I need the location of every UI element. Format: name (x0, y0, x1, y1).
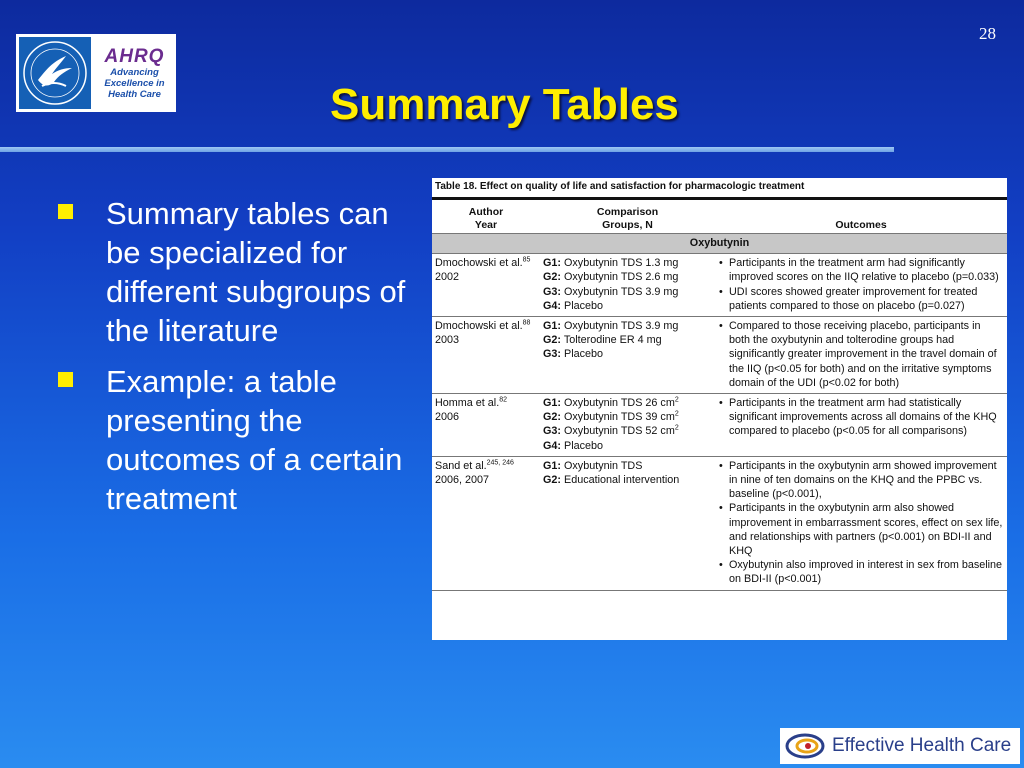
author-name: Sand et al. (435, 459, 487, 472)
group-label: G2: (543, 411, 561, 424)
group-text: Oxybutynin TDS (564, 459, 643, 472)
author-year-cell (432, 394, 540, 457)
group-text: Oxybutynin TDS 1.3 mg (564, 257, 679, 270)
evidence-table-figure (432, 178, 1007, 640)
group-line (543, 347, 712, 361)
group-label: G3: (543, 348, 561, 361)
group-label: Oxybutynin (432, 234, 1007, 254)
table-header-row (432, 200, 1007, 234)
ahrq-tagline-3: Health Care (108, 88, 161, 100)
outcome-item: • UDI scores showed greater improvement for treated patients compared to those on placebo (p=0.027) (718, 285, 1004, 313)
group-text: Oxybutynin TDS 2.6 mg (564, 271, 679, 284)
group-superscript: 2 (674, 410, 679, 418)
group-label: G2: (543, 334, 561, 347)
author-year-cell (432, 254, 540, 317)
group-line (543, 459, 712, 473)
group-label: G2: (543, 474, 561, 487)
comparison-groups-cell (540, 456, 715, 590)
group-line (543, 396, 712, 410)
group-label: G1: (543, 257, 561, 270)
header-author: Author Year (432, 200, 540, 234)
group-text: Oxybutynin TDS 39 cm (564, 411, 675, 424)
group-line (543, 270, 712, 284)
reference-number: 245, 246 (486, 459, 514, 467)
outcome-item: • Compared to those receiving placebo, participants in both the oxybutynin and tolterodine groups had significantly greater improvement in the travel domain of the IIQ (p<0.05 for both) and on the irritative symptoms domain of the UDI (p<0.02 for both) (718, 319, 1004, 390)
effective-health-care-label: Effective Health Care (832, 735, 1012, 756)
outcomes-table (432, 200, 1007, 591)
title-divider (0, 147, 894, 152)
outcomes-cell (715, 394, 1007, 457)
outcome-list (718, 459, 1004, 587)
square-bullet-icon (58, 372, 73, 387)
outcome-list (718, 319, 1004, 390)
outcome-item: • Participants in the oxybutynin arm also showed improvement in embarrassment scores, effect on sex life, and relationships with partners (p<0.001) on BDI-II and KHQ (718, 501, 1004, 558)
bullet-text: Example: a table presenting the outcomes of a certain treatment (106, 364, 403, 516)
group-label: G3: (543, 425, 561, 438)
table-row (432, 317, 1007, 394)
group-text: Oxybutynin TDS 3.9 mg (564, 285, 679, 298)
ahrq-wordmark: AHRQ (104, 45, 165, 67)
table-row (432, 394, 1007, 457)
group-line (543, 256, 712, 270)
bullet-item (58, 362, 428, 518)
hhs-eagle-icon (19, 37, 91, 109)
table-row (432, 254, 1007, 317)
author-name: Dmochowski et al. (435, 320, 523, 333)
author-name: Homma et al. (435, 397, 500, 410)
comparison-groups-cell (540, 394, 715, 457)
group-superscript: 2 (674, 424, 679, 432)
group-line (543, 299, 712, 313)
group-label: G4: (543, 439, 561, 452)
outcome-item: • Oxybutynin also improved in interest in sex from baseline on BDI-II (p<0.001) (718, 558, 1004, 586)
group-label: G4: (543, 299, 561, 312)
outcomes-cell (715, 317, 1007, 394)
bullet-text: Summary tables can be specialized for different subgroups of the literature (106, 196, 406, 348)
square-bullet-icon (58, 204, 73, 219)
reference-number: 88 (522, 319, 531, 327)
outcome-item: • Participants in the treatment arm had significantly improved scores on the IIQ relative to placebo (p=0.033) (718, 256, 1004, 284)
group-line (543, 285, 712, 299)
group-text: Oxybutynin TDS 3.9 mg (564, 320, 679, 333)
group-label: G1: (543, 397, 561, 410)
bullet-list (58, 194, 428, 530)
group-line (543, 439, 712, 453)
group-label: G3: (543, 285, 561, 298)
hhs-ahrq-logo (16, 34, 176, 112)
ahrq-tagline-1: Advancing (110, 66, 159, 78)
group-label: G1: (543, 320, 561, 333)
ahrq-tagline-2: Excellence in (104, 77, 165, 89)
comparison-groups-cell (540, 317, 715, 394)
slide-number: 28 (979, 24, 996, 43)
group-label: G1: (543, 459, 561, 472)
study-year: 2006, 2007 (435, 474, 490, 487)
group-line (543, 424, 712, 438)
table-row (432, 456, 1007, 590)
author-year-cell (432, 456, 540, 590)
group-text: Placebo (564, 299, 604, 312)
author-name: Dmochowski et al. (435, 257, 523, 270)
group-text: Tolterodine ER 4 mg (563, 334, 662, 347)
study-year: 2006 (435, 411, 460, 424)
group-line (543, 333, 712, 347)
outcome-list (718, 396, 1004, 439)
outcome-item: • Participants in the oxybutynin arm showed improvement in nine of ten domains on the KHQ and the PPBC vs. baseline (p<0.001), (718, 459, 1004, 502)
group-text: Placebo (564, 348, 604, 361)
group-superscript: 2 (674, 396, 679, 404)
reference-number: 82 (499, 396, 507, 404)
study-year: 2003 (435, 334, 460, 347)
outcomes-cell (715, 254, 1007, 317)
header-comparison: Comparison Groups, N (540, 200, 715, 234)
table-caption: Table 18. Effect on quality of life and satisfaction for pharmacologic treatment (432, 178, 1007, 200)
group-label: G2: (543, 271, 561, 284)
comparison-groups-cell (540, 254, 715, 317)
group-line (543, 473, 712, 487)
header-outcomes: Outcomes (715, 200, 1007, 234)
group-text: Oxybutynin TDS 52 cm (564, 425, 675, 438)
slide-title: Summary Tables (330, 80, 679, 129)
effective-health-care-logo (780, 728, 1020, 764)
reference-number: 85 (522, 256, 531, 264)
ahrq-logo (91, 47, 176, 100)
author-year-cell (432, 317, 540, 394)
group-row (432, 234, 1007, 254)
study-year: 2002 (435, 271, 460, 284)
outcome-item: • Participants in the treatment arm had statistically significant improvements across all domains of the KHQ compared to placebo (p<0.05 for all comparisons) (718, 396, 1004, 439)
effective-health-care-swirl-icon (784, 730, 826, 762)
group-text: Oxybutynin TDS 26 cm (564, 397, 675, 410)
group-line (543, 410, 712, 424)
outcome-list (718, 256, 1004, 313)
group-text: Placebo (564, 439, 604, 452)
group-line (543, 319, 712, 333)
group-text: Educational intervention (564, 474, 680, 487)
bullet-item (58, 194, 428, 350)
outcomes-cell (715, 456, 1007, 590)
